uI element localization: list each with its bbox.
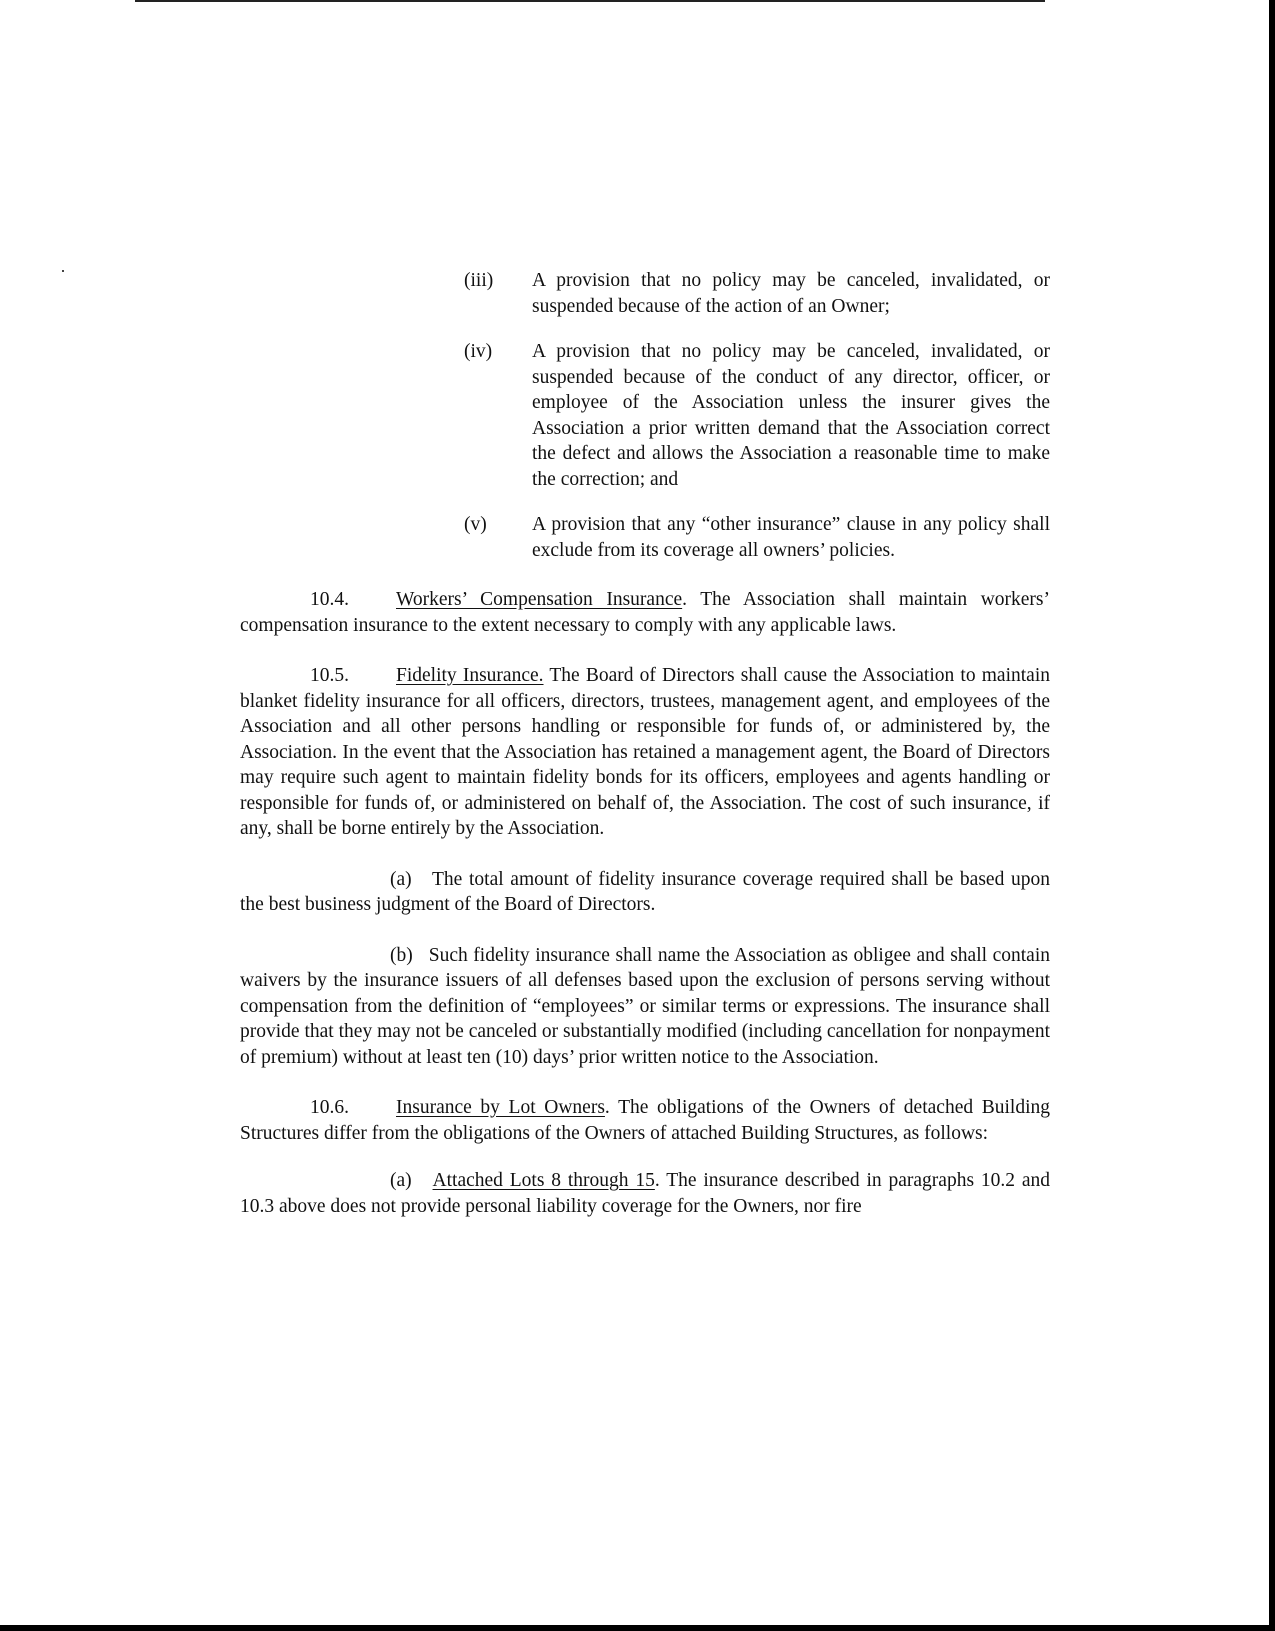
section-text: . The obligations of the Owners of detached Building Structures differ from the obligations of the Owners of attached Building Structures, as follows: xyxy=(240,1097,1050,1144)
section-number: 10.4. xyxy=(310,589,349,610)
list-item-iv xyxy=(240,339,1050,492)
subsection-text: The total amount of fidelity insurance coverage required shall be based upon the best business judgment of the Board of Directors. xyxy=(240,868,1050,915)
subsection-label: (b) xyxy=(390,944,413,966)
scan-edge-right xyxy=(1269,0,1275,1631)
section-10-6 xyxy=(240,1095,1050,1146)
section-number: 10.6. xyxy=(310,1097,349,1118)
section-10-6-a xyxy=(240,1168,1050,1219)
subsection-label: (a) xyxy=(390,868,412,890)
section-10-4 xyxy=(240,587,1050,638)
scan-edge-top xyxy=(135,0,1045,2)
subsection-title: Attached Lots 8 through 15 xyxy=(432,1170,655,1191)
list-number: (iv) xyxy=(464,341,493,362)
section-10-5 xyxy=(240,663,1050,842)
list-text: A provision that no policy may be canceled, invalidated, or suspended because of the action of an Owner; xyxy=(532,270,1050,317)
scan-speck xyxy=(62,270,64,272)
section-10-5-b xyxy=(240,943,1050,1071)
scan-edge-bottom xyxy=(0,1625,1275,1631)
list-item-v xyxy=(240,512,1050,563)
subsection-text: . The insurance described in paragraphs 10.2 and 10.3 above does not provide personal liability coverage for the Owners, nor fire xyxy=(240,1170,1051,1217)
section-title: Insurance by Lot Owners xyxy=(396,1097,605,1118)
document-page xyxy=(240,268,1050,1219)
list-number: (v) xyxy=(464,514,487,535)
subsection-text: Such fidelity insurance shall name the Association as obligee and shall contain waivers by the insurance issuers of all defenses based upon the exclusion of persons serving without compensation from the definition of “employees” or similar terms or expressions. The insurance shall provide that they may not be canceled or substantially modified (including cancellation for nonpayment of premium) without at least ten (10) days’ prior written notice to the Association. xyxy=(240,944,1050,1068)
list-number: (iii) xyxy=(464,270,494,291)
subsection-label: (a) xyxy=(390,1170,412,1191)
section-text: . The Association shall maintain workers’ compensation insurance to the extent necessary to comply with any applicable laws. xyxy=(240,589,1050,636)
section-title: Fidelity Insurance. xyxy=(396,665,544,686)
list-item-iii xyxy=(240,268,1050,319)
section-title: Workers’ Compensation Insurance xyxy=(396,589,683,610)
list-text: A provision that no policy may be canceled, invalidated, or suspended because of the conduct of any director, officer, or employee of the Association unless the insurer gives the Association a prior written demand that the Association correct the defect and allows the Association a reasonable time to make the correction; and xyxy=(532,341,1050,490)
section-text: The Board of Directors shall cause the Association to maintain blanket fidelity insurance for all officers, directors, trustees, management agent, and employees of the Association and all other persons handling or responsible for funds of, or administered by, the Association. In the event that the Association has retained a management agent, the Board of Directors may require such agent to maintain fidelity bonds for its officers, employees and agents handling or responsible for funds of, or administered on behalf of, the Association. The cost of such insurance, if any, shall be borne entirely by the Association. xyxy=(240,665,1050,839)
list-text: A provision that any “other insurance” clause in any policy shall exclude from its coverage all owners’ policies. xyxy=(532,514,1050,561)
section-number: 10.5. xyxy=(310,665,349,686)
section-10-5-a xyxy=(240,867,1050,918)
